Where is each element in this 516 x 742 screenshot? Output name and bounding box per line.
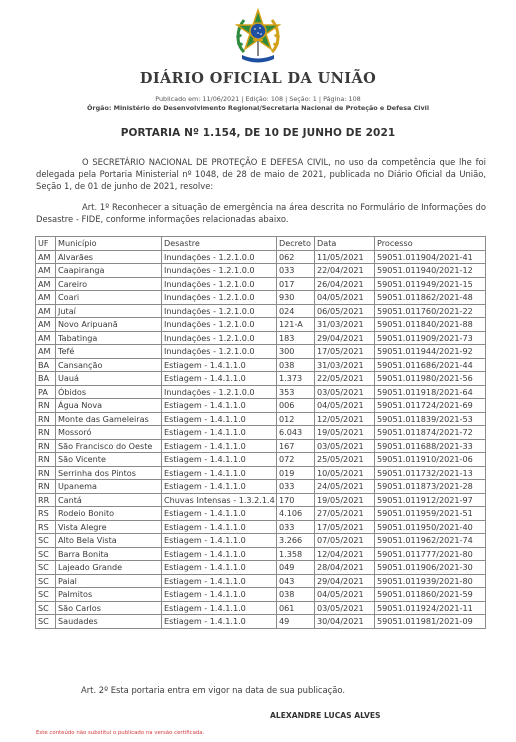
- cell-decreto: 072: [277, 453, 315, 467]
- cell-uf: RN: [36, 412, 56, 426]
- cell-desastre: Estiagem - 1.4.1.1.0: [162, 426, 277, 440]
- cell-municipio: São Vicente: [56, 453, 162, 467]
- cell-decreto: 6.043: [277, 426, 315, 440]
- cell-desastre: Estiagem - 1.4.1.1.0: [162, 412, 277, 426]
- cell-desastre: Estiagem - 1.4.1.1.0: [162, 588, 277, 602]
- cell-desastre: Inundações - 1.2.1.0.0: [162, 291, 277, 305]
- cell-data: 31/03/2021: [315, 358, 375, 372]
- cell-municipio: São Carlos: [56, 601, 162, 615]
- table-header-row: [36, 237, 486, 251]
- cell-decreto: 033: [277, 264, 315, 278]
- cell-decreto: 006: [277, 399, 315, 413]
- cell-municipio: Óbidos: [56, 385, 162, 399]
- cell-processo: 59051.011981/2021-09: [375, 615, 486, 629]
- cell-data: 30/04/2021: [315, 615, 375, 629]
- cell-processo: 59051.011962/2021-74: [375, 534, 486, 548]
- cell-desastre: Estiagem - 1.4.1.1.0: [162, 561, 277, 575]
- cell-decreto: 024: [277, 304, 315, 318]
- cell-desastre: Estiagem - 1.4.1.1.0: [162, 507, 277, 521]
- cell-data: 03/05/2021: [315, 439, 375, 453]
- cell-processo: 59051.011909/2021-73: [375, 331, 486, 345]
- table-body: [36, 250, 486, 628]
- table-row: [36, 358, 486, 372]
- cell-desastre: Inundações - 1.2.1.0.0: [162, 277, 277, 291]
- cell-municipio: Cantá: [56, 493, 162, 507]
- header-data: Data: [315, 237, 375, 251]
- cell-desastre: Estiagem - 1.4.1.1.0: [162, 520, 277, 534]
- cell-uf: RN: [36, 466, 56, 480]
- table-row: [36, 304, 486, 318]
- cell-municipio: Paial: [56, 574, 162, 588]
- cell-uf: RS: [36, 507, 56, 521]
- cell-processo: 59051.011912/2021-97: [375, 493, 486, 507]
- cell-data: 22/04/2021: [315, 264, 375, 278]
- cell-uf: AM: [36, 304, 56, 318]
- cell-uf: SC: [36, 534, 56, 548]
- table-row: [36, 372, 486, 386]
- portaria-title: PORTARIA Nº 1.154, DE 10 DE JUNHO DE 2021: [120, 127, 396, 139]
- cell-municipio: Serrinha dos Pintos: [56, 466, 162, 480]
- table-row: [36, 264, 486, 278]
- cell-desastre: Estiagem - 1.4.1.1.0: [162, 547, 277, 561]
- cell-data: 24/05/2021: [315, 480, 375, 494]
- cell-decreto: 353: [277, 385, 315, 399]
- header-desastre: Desastre: [162, 237, 277, 251]
- cell-desastre: Inundações - 1.2.1.0.0: [162, 331, 277, 345]
- cell-desastre: Estiagem - 1.4.1.1.0: [162, 615, 277, 629]
- table-row: [36, 453, 486, 467]
- cell-processo: 59051.011949/2021-15: [375, 277, 486, 291]
- table-row: [36, 412, 486, 426]
- cell-desastre: Inundações - 1.2.1.0.0: [162, 250, 277, 264]
- cell-desastre: Inundações - 1.2.1.0.0: [162, 304, 277, 318]
- cell-decreto: 061: [277, 601, 315, 615]
- header-processo: Processo: [375, 237, 486, 251]
- table-row: [36, 385, 486, 399]
- table-row: [36, 250, 486, 264]
- cell-uf: RN: [36, 399, 56, 413]
- cell-decreto: 043: [277, 574, 315, 588]
- cell-uf: AM: [36, 318, 56, 332]
- cell-uf: SC: [36, 547, 56, 561]
- cell-decreto: 012: [277, 412, 315, 426]
- cell-data: 17/05/2021: [315, 520, 375, 534]
- cell-uf: SC: [36, 588, 56, 602]
- cell-processo: 59051.011940/2021-12: [375, 264, 486, 278]
- cell-processo: 59051.011918/2021-64: [375, 385, 486, 399]
- cell-municipio: Caapiranga: [56, 264, 162, 278]
- cell-municipio: Careiro: [56, 277, 162, 291]
- cell-uf: RR: [36, 493, 56, 507]
- cell-uf: RN: [36, 439, 56, 453]
- preamble-paragraph: O SECRETÁRIO NACIONAL DE PROTEÇÃO E DEFESA CIVIL, no uso da competência que lhe foi delegada pela Portaria Ministerial nº 1048, de 28 de maio de 2021, publicada no Diário Oficial da União, Seção 1, de 01 de junho de 2021, resolve:: [36, 157, 486, 191]
- cell-processo: 59051.011732/2021-13: [375, 466, 486, 480]
- cell-data: 29/04/2021: [315, 331, 375, 345]
- cell-decreto: 930: [277, 291, 315, 305]
- cell-decreto: 300: [277, 345, 315, 359]
- cell-desastre: Estiagem - 1.4.1.1.0: [162, 453, 277, 467]
- cell-data: 03/05/2021: [315, 385, 375, 399]
- cell-processo: 59051.011904/2021-41: [375, 250, 486, 264]
- cell-processo: 59051.011873/2021-28: [375, 480, 486, 494]
- cell-uf: AM: [36, 345, 56, 359]
- cell-municipio: Uauá: [56, 372, 162, 386]
- cell-decreto: 4.106: [277, 507, 315, 521]
- cell-uf: RN: [36, 453, 56, 467]
- cell-uf: AM: [36, 331, 56, 345]
- header-decreto: Decreto: [277, 237, 315, 251]
- cell-uf: BA: [36, 372, 56, 386]
- cell-municipio: Tefé: [56, 345, 162, 359]
- table-row: [36, 588, 486, 602]
- cell-processo: 59051.011980/2021-56: [375, 372, 486, 386]
- cell-decreto: 167: [277, 439, 315, 453]
- cell-data: 17/05/2021: [315, 345, 375, 359]
- cell-data: 27/05/2021: [315, 507, 375, 521]
- cell-uf: SC: [36, 561, 56, 575]
- cell-decreto: 033: [277, 480, 315, 494]
- cell-data: 12/04/2021: [315, 547, 375, 561]
- organ-line: Órgão: Ministério do Desenvolvimento Regional/Secretaria Nacional de Proteção e Defesa Civil: [86, 104, 430, 112]
- cell-municipio: Vista Alegre: [56, 520, 162, 534]
- cell-data: 28/04/2021: [315, 561, 375, 575]
- cell-processo: 59051.011777/2021-80: [375, 547, 486, 561]
- cell-processo: 59051.011760/2021-22: [375, 304, 486, 318]
- cell-uf: BA: [36, 358, 56, 372]
- cell-desastre: Estiagem - 1.4.1.1.0: [162, 358, 277, 372]
- cell-data: 04/05/2021: [315, 399, 375, 413]
- cell-municipio: Barra Bonita: [56, 547, 162, 561]
- publication-meta: Publicado em: 11/06/2021 | Edição: 108 | Seção: 1 | Página: 108: [155, 95, 361, 103]
- header-uf: UF: [36, 237, 56, 251]
- cell-decreto: 038: [277, 588, 315, 602]
- cell-uf: RN: [36, 426, 56, 440]
- table-row: [36, 399, 486, 413]
- cell-decreto: 062: [277, 250, 315, 264]
- cell-decreto: 049: [277, 561, 315, 575]
- cell-uf: SC: [36, 574, 56, 588]
- cell-uf: RN: [36, 480, 56, 494]
- brazil-coat-of-arms-icon: [234, 8, 282, 64]
- signature: ALEXANDRE LUCAS ALVES: [270, 711, 381, 720]
- table-row: [36, 561, 486, 575]
- table-row: [36, 547, 486, 561]
- table-row: [36, 331, 486, 345]
- cell-processo: 59051.011910/2021-06: [375, 453, 486, 467]
- cell-uf: SC: [36, 601, 56, 615]
- table-row: [36, 480, 486, 494]
- cell-municipio: Mossoró: [56, 426, 162, 440]
- cell-municipio: São Francisco do Oeste: [56, 439, 162, 453]
- cell-processo: 59051.011950/2021-40: [375, 520, 486, 534]
- cell-uf: PA: [36, 385, 56, 399]
- cell-municipio: Alto Bela Vista: [56, 534, 162, 548]
- cell-processo: 59051.011959/2021-51: [375, 507, 486, 521]
- cell-decreto: 183: [277, 331, 315, 345]
- cell-desastre: Chuvas Intensas - 1.3.2.1.4: [162, 493, 277, 507]
- cell-processo: 59051.011724/2021-69: [375, 399, 486, 413]
- cell-data: 11/05/2021: [315, 250, 375, 264]
- cell-municipio: Água Nova: [56, 399, 162, 413]
- cell-municipio: Saudades: [56, 615, 162, 629]
- cell-decreto: 121-A: [277, 318, 315, 332]
- cell-desastre: Estiagem - 1.4.1.1.0: [162, 534, 277, 548]
- cell-municipio: Coari: [56, 291, 162, 305]
- cell-data: 12/05/2021: [315, 412, 375, 426]
- cell-desastre: Estiagem - 1.4.1.1.0: [162, 574, 277, 588]
- table-row: [36, 574, 486, 588]
- cell-municipio: Tabatinga: [56, 331, 162, 345]
- cell-data: 26/04/2021: [315, 277, 375, 291]
- cell-decreto: 3.266: [277, 534, 315, 548]
- cell-processo: 59051.011944/2021-92: [375, 345, 486, 359]
- table-row: [36, 534, 486, 548]
- cell-municipio: Rodeio Bonito: [56, 507, 162, 521]
- cell-desastre: Estiagem - 1.4.1.1.0: [162, 372, 277, 386]
- cell-data: 31/03/2021: [315, 318, 375, 332]
- cell-municipio: Cansanção: [56, 358, 162, 372]
- disclaimer: Este conteúdo não substitui o publicado na versão certificada.: [36, 730, 205, 736]
- article-1-paragraph: Art. 1º Reconhecer a situação de emergência na área descrita no Formulário de Informações do Desastre - FIDE, conforme informações relacionadas abaixo.: [36, 202, 486, 224]
- table-row: [36, 426, 486, 440]
- cell-processo: 59051.011840/2021-88: [375, 318, 486, 332]
- cell-municipio: Upanema: [56, 480, 162, 494]
- cell-uf: AM: [36, 250, 56, 264]
- cell-processo: 59051.011924/2021-11: [375, 601, 486, 615]
- cell-desastre: Estiagem - 1.4.1.1.0: [162, 480, 277, 494]
- cell-desastre: Inundações - 1.2.1.0.0: [162, 264, 277, 278]
- cell-desastre: Inundações - 1.2.1.0.0: [162, 318, 277, 332]
- cell-data: 29/04/2021: [315, 574, 375, 588]
- article-2-paragraph: Art. 2º Esta portaria entra em vigor na data de sua publicação.: [81, 685, 346, 695]
- cell-data: 04/05/2021: [315, 588, 375, 602]
- cell-desastre: Inundações - 1.2.1.0.0: [162, 385, 277, 399]
- cell-municipio: Alvarães: [56, 250, 162, 264]
- cell-processo: 59051.011862/2021-48: [375, 291, 486, 305]
- cell-data: 19/05/2021: [315, 426, 375, 440]
- cell-processo: 59051.011906/2021-30: [375, 561, 486, 575]
- cell-data: 04/05/2021: [315, 291, 375, 305]
- cell-processo: 59051.011874/2021-72: [375, 426, 486, 440]
- cell-decreto: 49: [277, 615, 315, 629]
- cell-municipio: Lajeado Grande: [56, 561, 162, 575]
- cell-processo: 59051.011860/2021-59: [375, 588, 486, 602]
- cell-decreto: 170: [277, 493, 315, 507]
- table-row: [36, 493, 486, 507]
- cell-desastre: Estiagem - 1.4.1.1.0: [162, 601, 277, 615]
- cell-desastre: Estiagem - 1.4.1.1.0: [162, 399, 277, 413]
- table-row: [36, 318, 486, 332]
- table-row: [36, 615, 486, 629]
- cell-data: 19/05/2021: [315, 493, 375, 507]
- cell-data: 06/05/2021: [315, 304, 375, 318]
- cell-decreto: 033: [277, 520, 315, 534]
- cell-desastre: Estiagem - 1.4.1.1.0: [162, 439, 277, 453]
- cell-decreto: 017: [277, 277, 315, 291]
- cell-municipio: Novo Aripuanã: [56, 318, 162, 332]
- cell-data: 07/05/2021: [315, 534, 375, 548]
- cell-municipio: Monte das Gameleiras: [56, 412, 162, 426]
- cell-data: 25/05/2021: [315, 453, 375, 467]
- table-row: [36, 466, 486, 480]
- table-row: [36, 291, 486, 305]
- cell-processo: 59051.011939/2021-80: [375, 574, 486, 588]
- cell-municipio: Palmitos: [56, 588, 162, 602]
- cell-decreto: 1.358: [277, 547, 315, 561]
- cell-processo: 59051.011688/2021-33: [375, 439, 486, 453]
- cell-municipio: Jutaí: [56, 304, 162, 318]
- cell-uf: SC: [36, 615, 56, 629]
- gazette-title: DIÁRIO OFICIAL DA UNIÃO: [139, 70, 377, 87]
- cell-processo: 59051.011686/2021-44: [375, 358, 486, 372]
- cell-uf: RS: [36, 520, 56, 534]
- cell-desastre: Estiagem - 1.4.1.1.0: [162, 466, 277, 480]
- table-row: [36, 520, 486, 534]
- emergency-table: [35, 236, 486, 629]
- cell-data: 10/05/2021: [315, 466, 375, 480]
- cell-uf: AM: [36, 264, 56, 278]
- table-row: [36, 601, 486, 615]
- table-row: [36, 507, 486, 521]
- table-row: [36, 439, 486, 453]
- cell-data: 03/05/2021: [315, 601, 375, 615]
- cell-processo: 59051.011839/2021-53: [375, 412, 486, 426]
- table-row: [36, 277, 486, 291]
- cell-decreto: 038: [277, 358, 315, 372]
- table-row: [36, 345, 486, 359]
- cell-decreto: 019: [277, 466, 315, 480]
- cell-data: 22/05/2021: [315, 372, 375, 386]
- header-municipio: Município: [56, 237, 162, 251]
- cell-decreto: 1.373: [277, 372, 315, 386]
- cell-uf: AM: [36, 291, 56, 305]
- cell-desastre: Inundações - 1.2.1.0.0: [162, 345, 277, 359]
- cell-uf: AM: [36, 277, 56, 291]
